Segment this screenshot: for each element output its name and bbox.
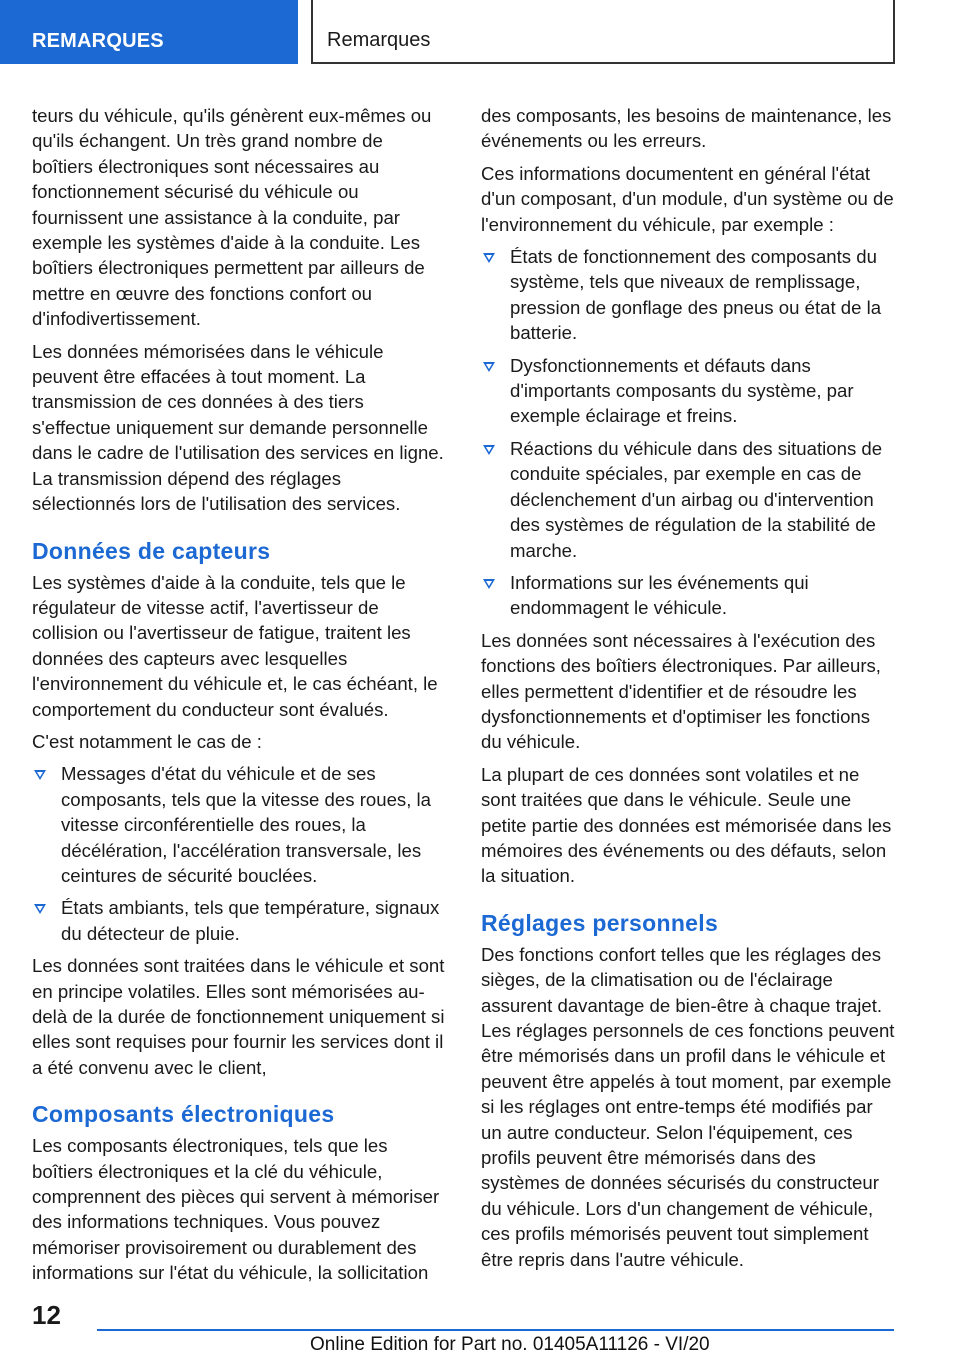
list-item-text: Dysfonctionnements et défauts dans d'importants composants du système, par exemple éclairage et freins. — [510, 354, 854, 427]
triangle-bullet-icon — [483, 579, 495, 589]
paragraph: Les données sont traitées dans le véhicule et sont en principe volatiles. Elles sont mémorisées au-delà de la durée de fonctionnement uniquement si elles sont requises pour fournir les services dont il a été convenu avec le client, — [32, 955, 445, 1078]
heading-sensor-data: Données de capteurs — [32, 537, 271, 564]
bullet-list — [32, 761, 446, 946]
footer-divider — [97, 1329, 894, 1331]
paragraph: Les systèmes d'aide à la conduite, tels que le régulateur de vitesse actif, l'avertisseur de collision ou l'avertisseur de fatigue, traitent les données des capteurs avec lesquelles l'environnement du véhicule et, le cas échéant, le comportement du conducteur sont évalués. — [32, 571, 438, 720]
paragraph: La plupart de ces données sont volatiles et ne sont traitées que dans le véhicule. Seule une petite partie des données est mémorisée dans les mémoires des événements ou des défauts, selon la situation. — [481, 763, 892, 887]
paragraph: Les données mémorisées dans le véhicule peuvent être effacées à tout moment. La transmission de ces données à des tiers s'effectue uniquement sur demande personnelle dans le cadre de l'utilisation des services en ligne. La transmission dépend des réglages sélectionnés lors de l'utilisation des services. — [32, 340, 444, 515]
list-item — [32, 761, 446, 888]
footer-edition: Online Edition for Part no. 01405A11126 - VI/20 — [310, 1334, 710, 1355]
list-item-text: Messages d'état du véhicule et de ses composants, tels que la vitesse des roues, la vitesse circonférentielle des roues, la décélération, l'accélération transversale, les ceintures de sécurité bouclées. — [61, 763, 432, 886]
paragraph: teurs du véhicule, qu'ils génèrent eux-mêmes ou qu'ils échangent. Un très grand nombre de boîtiers électroniques sont nécessaires au fonctionnement sécurisé du véhicule ou fournissent une assistance à la conduite, par exemple les systèmes d'aide à la conduite. Les boîtiers électroniques permettent par ailleurs de mettre en œuvre des fonctions confort ou d'infodivertissement. — [32, 105, 432, 330]
bullet-list — [481, 244, 895, 621]
triangle-bullet-icon — [483, 362, 495, 372]
list-item — [481, 244, 895, 346]
right-column — [481, 103, 895, 1279]
list-item — [481, 436, 895, 563]
list-item — [481, 570, 895, 621]
page-number: 12 — [32, 1300, 61, 1330]
list-item — [32, 895, 446, 946]
paragraph: Les composants électroniques, tels que les boîtiers électroniques et la clé du véhicule, comprennent des pièces qui servent à mémoriser des informations techniques. Vous pouvez mémoriser provisoirement ou durablement des informations sur l'état du véhicule, la sollicitation — [32, 1135, 440, 1284]
triangle-bullet-icon — [34, 904, 46, 914]
list-item-text: États de fonctionnement des composants du système, tels que niveaux de remplissage, pression de gonflage des pneus ou état de la batterie. — [510, 246, 882, 344]
list-item-text: Réactions du véhicule dans des situations de conduite spéciales, par exemple en cas de déclenchement d'un airbag ou d'intervention des systèmes de régulation de la stabilité de marche. — [510, 437, 883, 561]
breadcrumb: Remarques — [311, 0, 895, 64]
heading-personal-settings: Réglages personnels — [481, 909, 719, 936]
paragraph: des composants, les besoins de maintenance, les événements ou les erreurs. — [481, 105, 892, 152]
paragraph: Ces informations documentent en général l'état d'un composant, d'un module, d'un système ou de l'environnement du véhicule, par exemple : — [481, 162, 894, 235]
paragraph: Les données sont nécessaires à l'exécution des fonctions des boîtiers électroniques. Par ailleurs, elles permettent d'identifier et de résoudre les dysfonctionnements et d'optimiser les fonctions du véhicule. — [481, 629, 881, 753]
paragraph: C'est notamment le cas de : — [32, 730, 262, 752]
triangle-bullet-icon — [34, 770, 46, 780]
list-item — [481, 353, 895, 429]
section-tab: REMARQUES — [0, 0, 298, 64]
paragraph: Des fonctions confort telles que les réglages des sièges, de la climatisation ou de l'éclairage assurent davantage de bien-être à chaque trajet. Les réglages personnels de ces fonctions peuvent être mémorisés dans un profil dans le véhicule et peuvent être appelés à tout moment, par exemple si les réglages ont entre-temps été modifiés par un autre conducteur. Selon l'équipement, ces profils peuvent être mémorisés dans des systèmes de données sécurisés du constructeur du véhicule. Lors d'un changement de véhicule, ces profils mémorisés peuvent tout simplement être repris dans l'autre véhicule. — [481, 943, 895, 1270]
heading-electronic-components: Composants électroniques — [32, 1101, 335, 1128]
triangle-bullet-icon — [483, 445, 495, 455]
triangle-bullet-icon — [483, 253, 495, 263]
list-item-text: Informations sur les événements qui endommagent le véhicule. — [510, 571, 809, 619]
list-item-text: États ambiants, tels que température, signaux du détecteur de pluie. — [61, 897, 440, 944]
left-column — [32, 103, 446, 1293]
